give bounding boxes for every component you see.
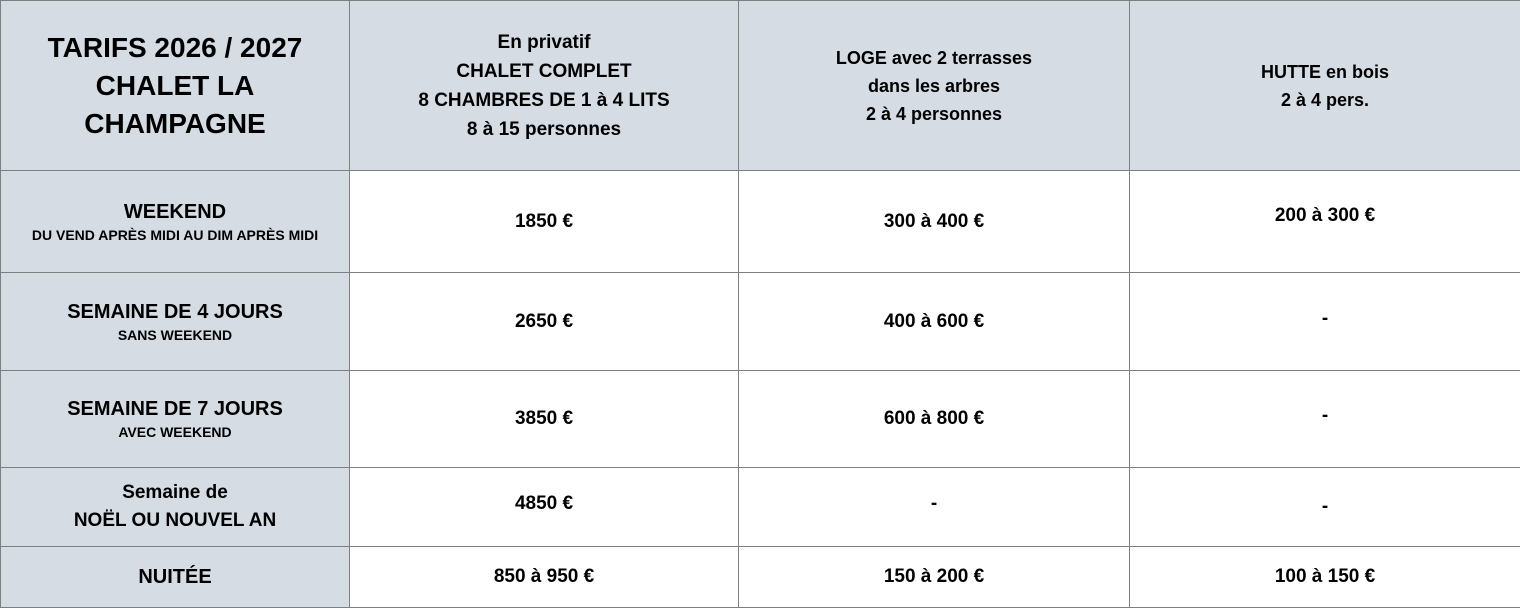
price-cell: 2650 €: [350, 273, 739, 371]
column-header-line: 8 à 15 personnes: [354, 115, 734, 144]
price-cell: 3850 €: [350, 371, 739, 468]
column-header-loge: [739, 1, 1130, 171]
column-header-line: 2 à 4 personnes: [743, 100, 1125, 128]
price-cell: -: [1130, 273, 1520, 371]
row-label: NOËL OU NOUVEL AN: [5, 507, 345, 535]
row-label: SEMAINE DE 7 JOURS: [5, 396, 345, 422]
row-label: SEMAINE DE 4 JOURS: [5, 299, 345, 325]
table-row-semaine-4-jours: [1, 273, 1520, 371]
row-label: Semaine de: [5, 479, 345, 507]
price-cell: 850 à 950 €: [350, 547, 739, 608]
price-cell: 600 à 800 €: [739, 371, 1130, 468]
price-cell: 400 à 600 €: [739, 273, 1130, 371]
price-cell: 4850 €: [350, 468, 739, 547]
row-sublabel: AVEC WEEKEND: [5, 422, 345, 442]
price-cell: -: [1130, 468, 1520, 547]
table-header-row: [1, 1, 1520, 171]
column-header-line: 2 à 4 pers.: [1134, 86, 1516, 114]
table-row-nuitee: [1, 547, 1520, 608]
row-label-cell: [1, 468, 350, 547]
price-cell: -: [739, 468, 1130, 547]
table-row-semaine-7-jours: [1, 371, 1520, 468]
column-header-line: CHALET COMPLET: [354, 57, 734, 86]
column-header-line: 8 CHAMBRES DE 1 à 4 LITS: [354, 86, 734, 115]
row-sublabel: SANS WEEKEND: [5, 325, 345, 345]
row-label-cell: [1, 371, 350, 468]
row-label: WEEKEND: [5, 199, 345, 225]
row-label-cell: [1, 547, 350, 608]
price-cell: 300 à 400 €: [739, 171, 1130, 273]
table-title-cell: [1, 1, 350, 171]
price-cell: -: [1130, 371, 1520, 468]
table-title-line2: CHALET LA CHAMPAGNE: [5, 67, 345, 143]
price-cell: 200 à 300 €: [1130, 171, 1520, 273]
price-cell: 1850 €: [350, 171, 739, 273]
column-header-line: En privatif: [354, 28, 734, 57]
price-cell: 100 à 150 €: [1130, 547, 1520, 608]
table-row-noel: [1, 468, 1520, 547]
row-label-cell: [1, 273, 350, 371]
table-title-line1: TARIFS 2026 / 2027: [5, 29, 345, 67]
column-header-line: HUTTE en bois: [1134, 58, 1516, 86]
price-cell: 150 à 200 €: [739, 547, 1130, 608]
column-header-line: LOGE avec 2 terrasses: [743, 44, 1125, 72]
column-header-hutte: [1130, 1, 1520, 171]
row-label-cell: [1, 171, 350, 273]
column-header-line: dans les arbres: [743, 72, 1125, 100]
column-header-chalet: [350, 1, 739, 171]
row-sublabel: DU VEND APRÈS MIDI AU DIM APRÈS MIDI: [5, 225, 345, 245]
table-row-weekend: [1, 171, 1520, 273]
row-label: NUITÉE: [5, 564, 345, 590]
